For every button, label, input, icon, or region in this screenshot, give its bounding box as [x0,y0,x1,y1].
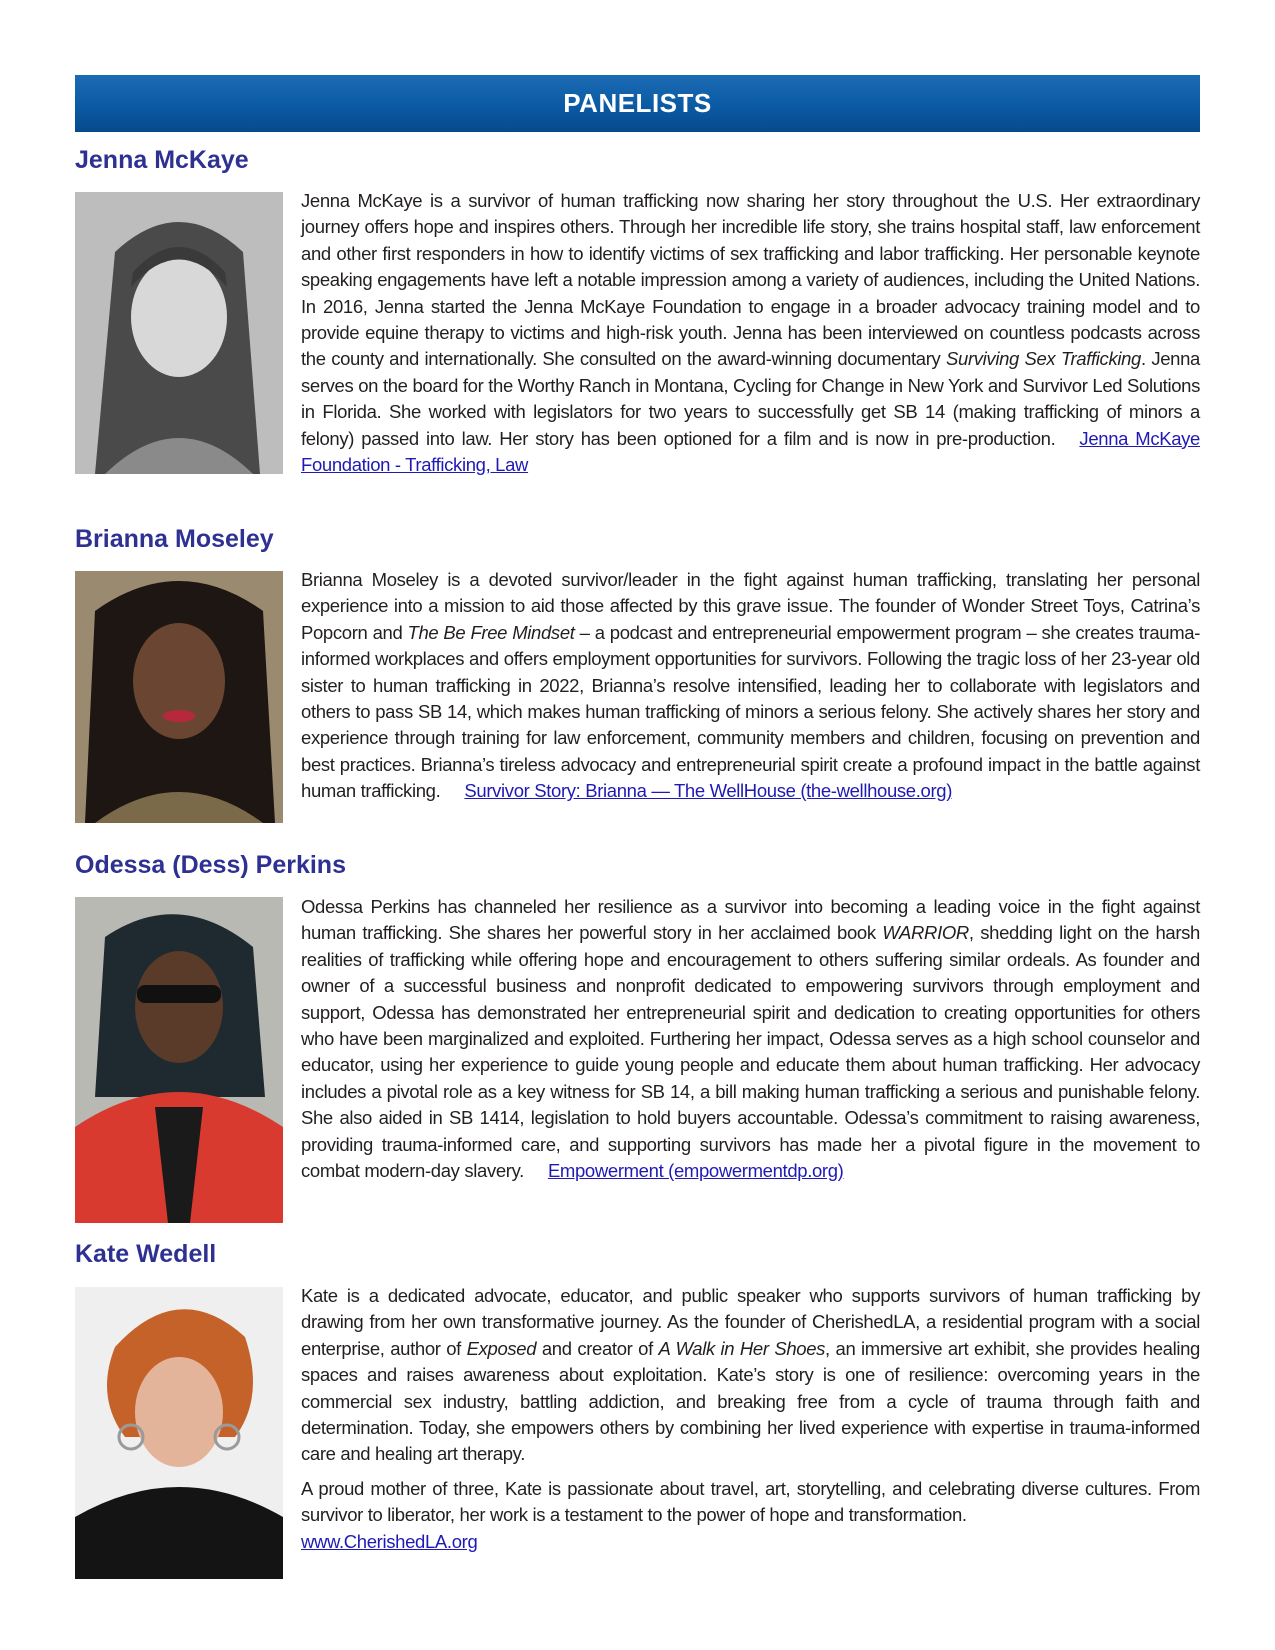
panelist-photo-jenna [75,192,283,474]
wellhouse-link[interactable]: Survivor Story: Brianna — The WellHouse (the-wellhouse.org) [464,780,953,802]
panelist-name-brianna: Brianna Moseley [75,525,274,553]
panelist-bio-jenna [301,188,1200,478]
panelist-bio-brianna [301,567,1200,805]
panelist-bio-kate [301,1283,1200,1555]
bio-italic-title: The Be Free Mindset [407,621,575,643]
bio-text: Kate is a dedicated advocate, educator, and public speaker who supports survivors of human trafficking by drawing from her own transformative journey. As the founder of CherishedLA, a residential program with a social enterprise, author of [301,1285,1200,1359]
panelists-header [75,75,1200,132]
panelist-photo-odessa [75,897,283,1223]
bio-text: – a podcast and entrepreneurial empowerment program – she creates trauma-informed workplaces and offers employment opportunities for survivors. Following the tragic loss of her 23-year old sister to human trafficking in 2022, Brianna’s resolve intensified, leading her to collaborate with legislators and others to pass SB 14, which makes human trafficking of minors a serious felony. She actively shares her story and experience through training for law enforcement, community members and children, focusing on prevention and best practices. Brianna’s tireless advocacy and entrepreneurial spirit create a profound impact in the battle against human trafficking. [301,621,1201,802]
empowerment-link[interactable]: Empowerment (empowermentdp.org) [547,1160,844,1182]
bio-text: Odessa Perkins has channeled her resilience as a survivor into becoming a leading voice in the fight against human trafficking. She shares her powerful story in her acclaimed book [301,896,1200,944]
panelist-name-jenna: Jenna McKaye [75,146,249,174]
bio-text: and creator of [536,1337,659,1359]
panelist-photo-kate [75,1287,283,1579]
jenna-foundation-link[interactable]: Jenna McKaye Foundation - Trafficking, Law [301,427,1200,476]
bio-italic-title: A Walk in Her Shoes [658,1337,826,1359]
cherishedla-link[interactable]: www.CherishedLA.org [301,1530,478,1552]
bio-text: , an immersive art exhibit, she provides healing spaces and raises awareness about exploitation. Kate’s story is one of resilience: overcoming years in the commercial sex industry, battling addiction, and breaking free from a cycle of trauma through faith and determination. Today, she empowers others by combining her lived experience with expertise in trauma-informed care and healing art therapy. [301,1337,1200,1465]
bio-italic-title: Exposed [466,1337,537,1359]
bio-italic-title: WARRIOR [882,922,969,944]
bio-text: Jenna McKaye is a survivor of human trafficking now sharing her story throughout the U.S. Her extraordinary journey offers hope and inspires others. Through her incredible life story, she trains hospital staff, law enforcement and other first responders in how to identify victims of sex trafficking and labor trafficking. Her personable keynote speaking engagements have left a notable impression among a variety of audiences, including the United Nations. In 2016, Jenna started the Jenna McKaye Foundation to engage in a broader advocacy training model and to provide equine therapy to victims and high-risk youth. Jenna has been interviewed on countless podcasts across the county and internationally. She consulted on the award-winning documentary [301,190,1200,370]
bio-italic-title: Surviving Sex Trafficking [946,348,1141,370]
panelist-name-kate: Kate Wedell [75,1240,217,1268]
panelist-photo-brianna [75,571,283,823]
bio-text: A proud mother of three, Kate is passionate about travel, art, storytelling, and celebrating diverse cultures. From survivor to liberator, her work is a testament to the power of hope and transformation. [301,1477,1200,1526]
panelist-bio-odessa [301,894,1200,1184]
bio-text: Brianna Moseley is a devoted survivor/leader in the fight against human trafficking, translating her personal experience into a mission to aid those affected by this grave issue. The founder of Wonder Street Toys, Catrina’s Popcorn and [301,569,1200,643]
panelists-title: PANELISTS [563,88,712,118]
bio-text: , shedding light on the harsh realities of trafficking while offering hope and encouragement to others suffering similar ordeals. As founder and owner of a successful business and nonprofit dedicated to empowering survivors through employment and support, Odessa has demonstrated her entrepreneurial spirit and dedication to creating opportunities for others who have been marginalized and exploited. Furthering her impact, Odessa serves as a high school counselor and educator, using her experience to guide young people and educate them about human trafficking. Her advocacy includes a pivotal role as a key witness for SB 14, a bill making human trafficking a serious and punishable felony. She also aided in SB 1414, legislation to hold buyers accountable. Odessa’s commitment to raising awareness, providing trauma-informed care, and supporting survivors has made her a pivotal figure in the movement to combat modern-day slavery. [301,922,1200,1182]
bio-text: . Jenna serves on the board for the Worthy Ranch in Montana, Cycling for Change in New York and Survivor Led Solutions in Florida. She worked with legislators for two years to successfully get SB 14 (making trafficking of minors a felony) passed into law. Her story has been optioned for a film and is now in pre-production. [301,348,1200,449]
panelist-name-odessa: Odessa (Dess) Perkins [75,851,346,879]
